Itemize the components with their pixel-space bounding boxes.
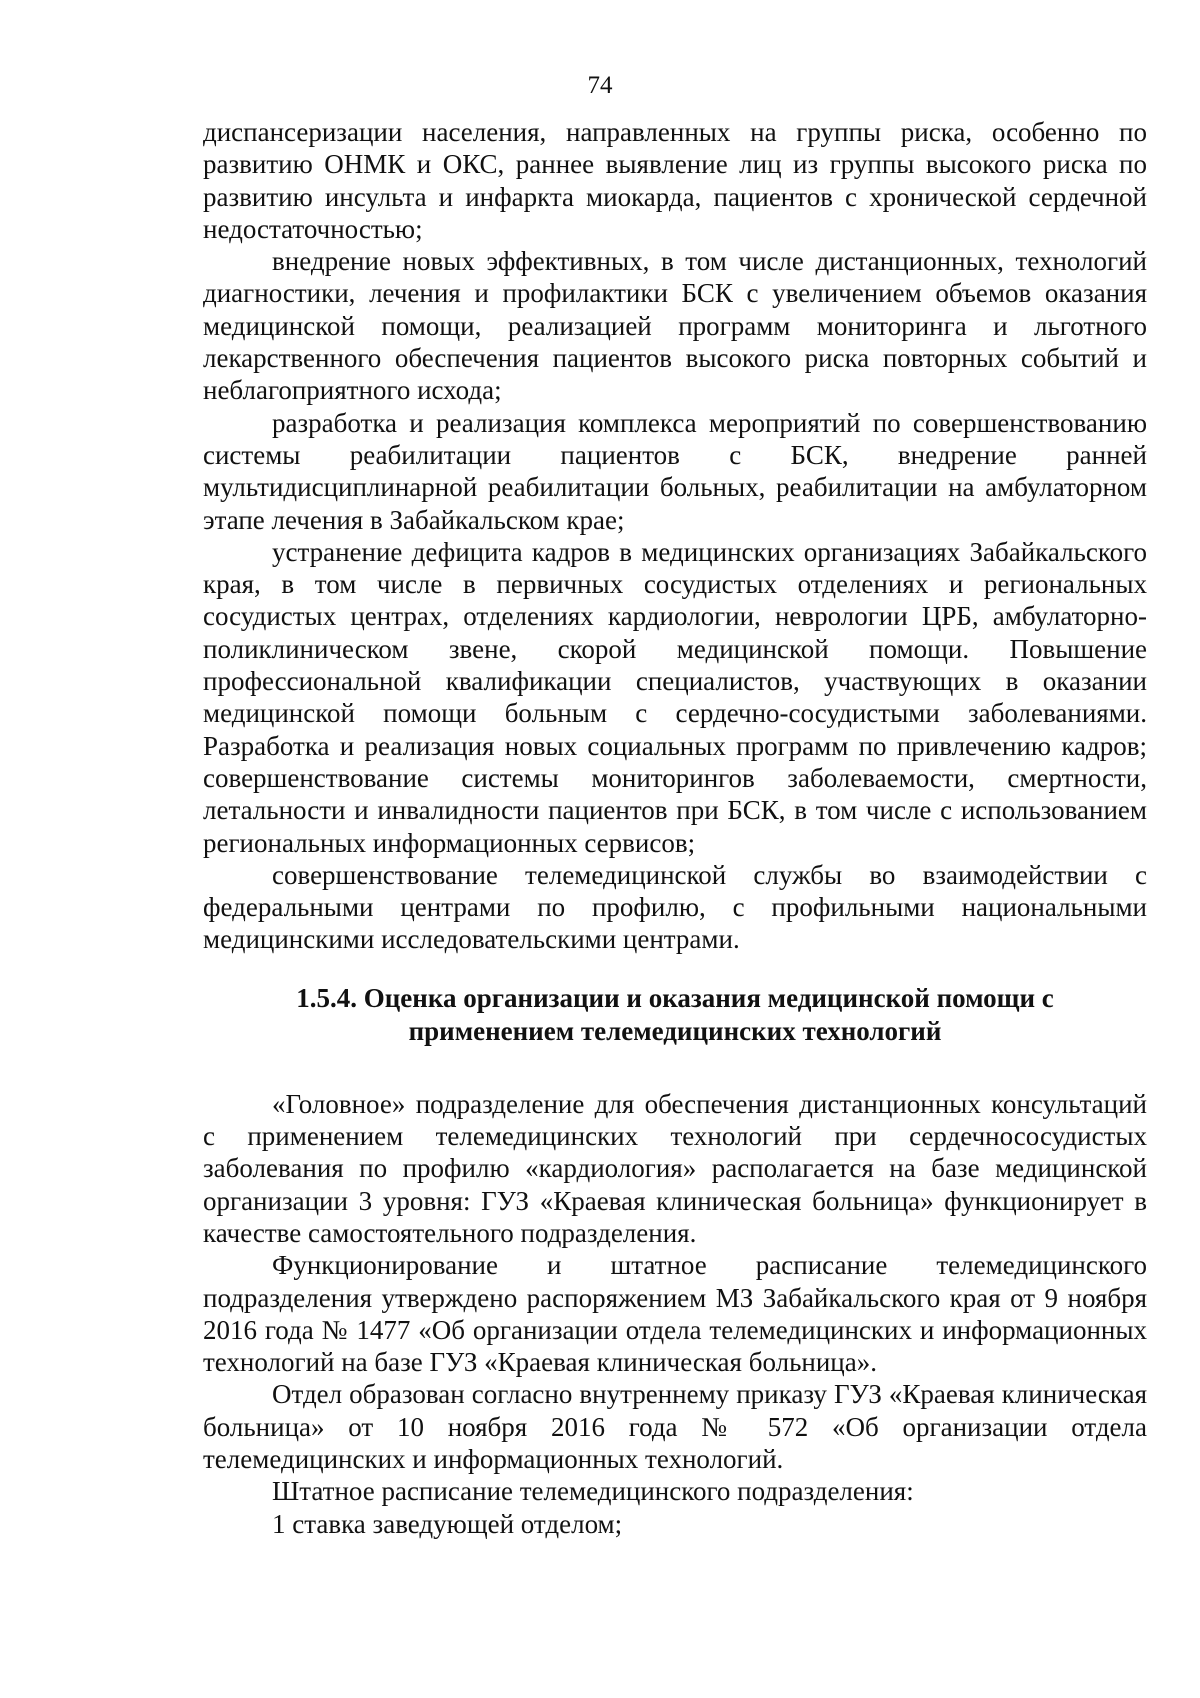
section-heading: 1.5.4. Оценка организации и оказания медицинской помощи с применением телемедицинских технологий [296, 982, 1054, 1046]
paragraph-department-formed: Отдел образован согласно внутреннему приказу ГУЗ «Краевая клиническая больница» от 10 ноября 2016 года № 572 «Об организации отдела телемедицинских и информационных технологий. [203, 1379, 1147, 1474]
document-body [203, 116, 1147, 1540]
paragraph-staffing-title: Штатное расписание телемедицинского подразделения: [272, 1476, 914, 1507]
paragraph-staffing-item: 1 ставка заведующей отделом; [272, 1508, 623, 1539]
paragraph-rehabilitation: разработка и реализация комплекса мероприятий по совершенствованию системы реабилитации пациентов с БСК, внедрение ранней мультидисциплинарной реабилитации больных, реабилитации на амбулаторном этапе лечения в Забайкальском крае; [203, 407, 1147, 535]
paragraph-functioning-order: Функционирование и штатное расписание телемедицинского подразделения утверждено распоряжением МЗ Забайкальского края от 9 ноября 2016 года № 1477 «Об организации отдела телемедицинских и информационных технологий на базе ГУЗ «Краевая клиническая больница». [203, 1250, 1147, 1378]
paragraph-telemedicine-improvement: совершенствование телемедицинской службы во взаимодействии с федеральными центрами по профилю, с профильными национальными медицинскими исследовательскими центрами. [203, 859, 1147, 955]
page-number: 74 [587, 72, 613, 99]
paragraph-head-unit: «Головное» подразделение для обеспечения дистанционных консультаций с применением телемедицинских технологий при сердечнососудистых заболевания по профилю «кардиология» располагается на базе медицинской организации 3 уровня: ГУЗ «Краевая клиническая больница» функционирует в качестве самостоятельного подразделения. [203, 1088, 1147, 1248]
paragraph-staff-deficit: устранение дефицита кадров в медицинских организациях Забайкальского края, в том числе в первичных сосудистых отделениях и региональных сосудистых центрах, отделениях кардиологии, неврологии ЦРБ, амбулаторно-поликлиническом звене, скорой медицинской помощи. Повышение профессиональной квалификации специалистов, участвующих в оказании медицинской помощи больным с сердечно-сосудистыми заболеваниями. Разработка и реализация новых социальных программ по привлечению кадров; совершенствование системы мониторингов заболеваемости, смертности, летальности и инвалидности пациентов при БСК, в том числе с использованием региональных информационных сервисов; [203, 536, 1147, 858]
paragraph-new-technologies: внедрение новых эффективных, в том числе дистанционных, технологий диагностики, лечения и профилактики БСК с увеличением объемов оказания медицинской помощи, реализацией программ мониторинга и льготного лекарственного обеспечения пациентов высокого риска повторных событий и неблагоприятного исхода; [203, 246, 1147, 406]
paragraph-dispensary-continuation: диспансеризации населения, направленных на группы риска, особенно по развитию ОНМК и ОКС, раннее выявление лиц из группы высокого риска по развитию инсульта и инфаркта миокарда, пациентов с хронической сердечной недостаточностью; [203, 117, 1147, 244]
